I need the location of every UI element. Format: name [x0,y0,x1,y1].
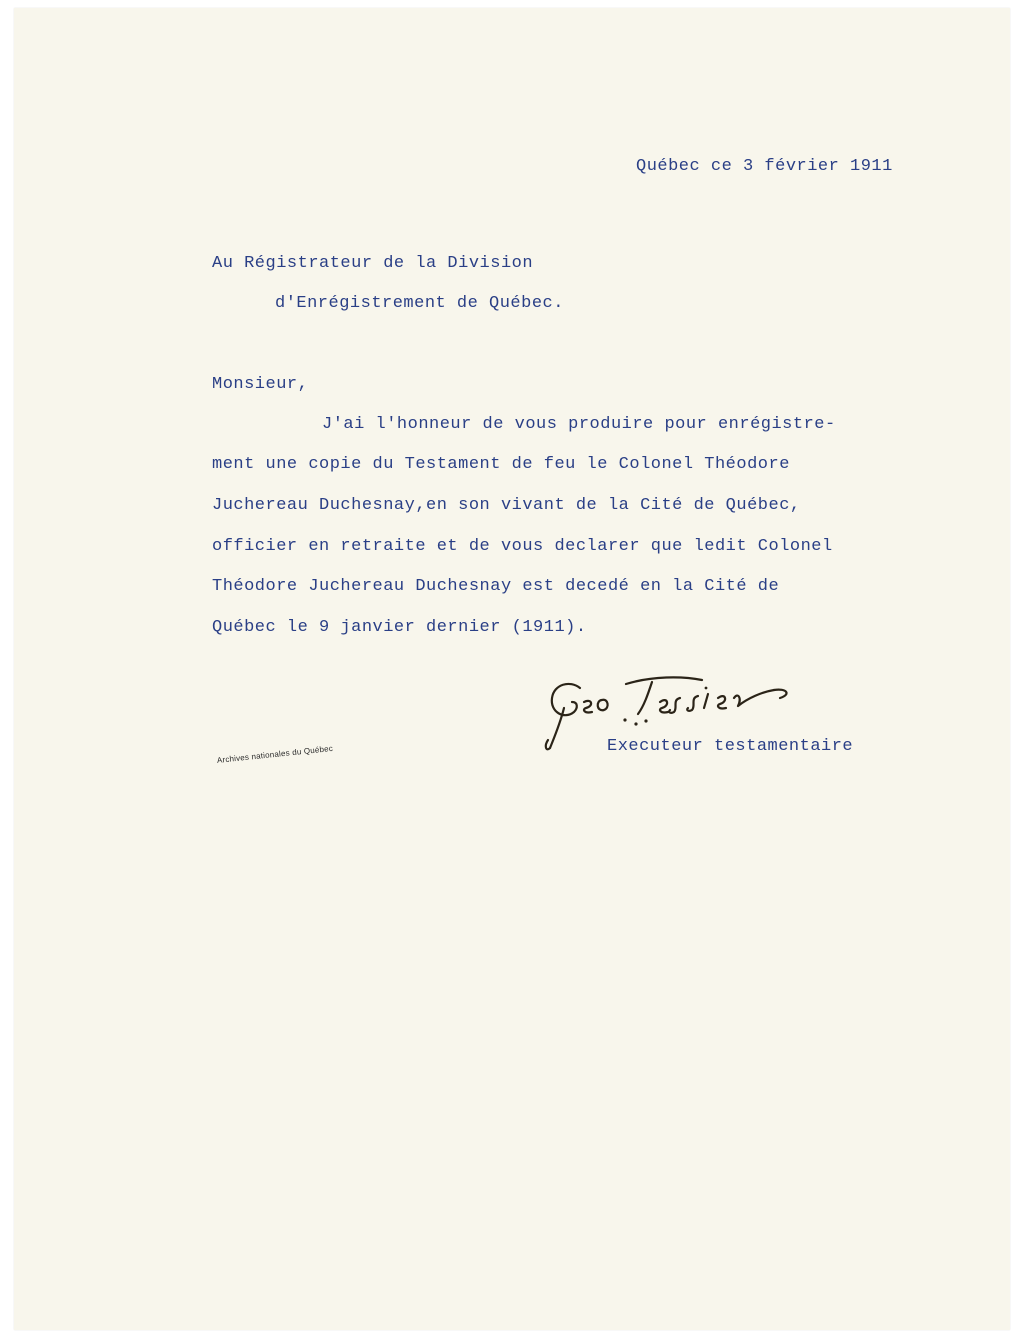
archive-stamp: Archives nationales du Québec [216,743,334,765]
letter-page [14,8,1010,1330]
date-line: Québec ce 3 février 1911 [636,157,893,176]
body-line: ment une copie du Testament de feu le Colonel Théodore [212,455,790,474]
addressee-line-1: Au Régistrateur de la Division [212,254,534,273]
body-line: J'ai l'honneur de vous produire pour enrégistre- [322,415,836,434]
body-line: Québec le 9 janvier dernier (1911). [212,618,587,637]
addressee-line-2: d'Enrégistrement de Québec. [275,294,564,313]
signer-title: Executeur testamentaire [607,737,854,756]
body-line: officier en retraite et de vous declarer que ledit Colonel [212,537,833,556]
body-line: Théodore Juchereau Duchesnay est decedé en la Cité de [212,577,780,596]
body-line: Juchereau Duchesnay,en son vivant de la Cité de Québec, [212,496,801,515]
salutation: Monsieur, [212,375,309,394]
